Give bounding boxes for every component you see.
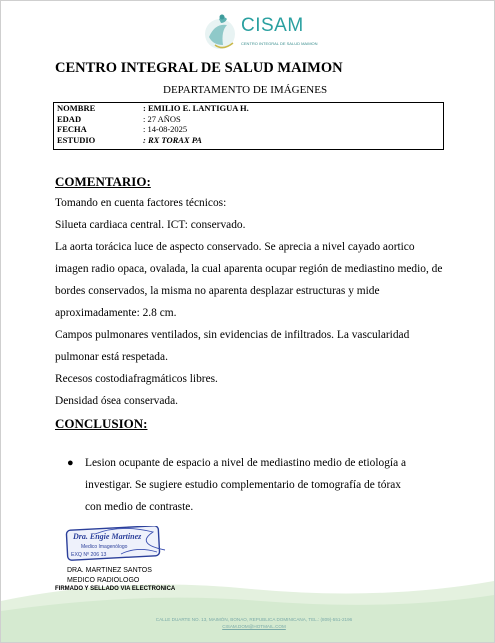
stamp-code: EXQ Nº 206 13 (71, 552, 107, 558)
cisam-logo (201, 11, 318, 53)
doctor-title: MEDICO RADIOLOGO (67, 576, 140, 584)
conclusion-item-text: Lesion ocupante de espacio a nivel de mediastino medio de etiología a investigar. Se sugiere estudio complementario de tomografía de tórax con medio de contraste. (85, 457, 407, 513)
footer-email[interactable]: CISAM.DOM@HOTMAIL.COM (222, 624, 286, 629)
bullet-icon: ● (67, 457, 74, 469)
patient-row-study (54, 135, 443, 146)
patient-value: : RX TORAX PA (143, 134, 202, 145)
comentario-heading: COMENTARIO: (55, 174, 151, 189)
patient-label: ESTUDIO (57, 134, 96, 145)
patient-label: FECHA (57, 124, 87, 134)
conclusion-list (67, 452, 412, 518)
patient-value: : EMILIO E. LANTIGUA H. (143, 103, 249, 113)
logo-name: CISAM (241, 15, 304, 36)
patient-row-age (54, 114, 443, 125)
signature-stamp (65, 526, 175, 568)
comentario-body (55, 192, 450, 412)
report-title: CENTRO INTEGRAL DE SALUD MAIMON (55, 60, 343, 76)
patient-label: NOMBRE (57, 103, 96, 113)
patient-row-date (54, 124, 443, 135)
patient-value: : 27 AÑOS (143, 113, 181, 124)
comentario-line: Recesos costodiafragmáticos libres. (55, 373, 218, 385)
patient-row-name (54, 103, 443, 114)
department-title: DEPARTAMENTO DE IMÁGENES (163, 84, 328, 96)
cisam-logo-icon (201, 11, 241, 53)
footer-address: CALLE DUARTE NO. 13, MAIMÓN, BONAO, REPUBLICA DOMINICANA, TEL.: (809)-551-2196 (155, 617, 353, 622)
patient-value: : 14-08-2025 (143, 124, 188, 134)
conclusion-heading: CONCLUSION: (55, 416, 148, 431)
comentario-line: Silueta cardiaca central. ICT: conservado. (55, 219, 246, 231)
patient-label: EDAD (57, 113, 82, 124)
comentario-line: Tomando en cuenta factores técnicos: (55, 197, 227, 209)
comentario-line: Campos pulmonares ventilados, sin evidencias de infiltrados. La vascularidad pulmonar está respetada. (55, 329, 410, 363)
list-item (67, 452, 412, 518)
footer (109, 616, 399, 630)
comentario-line: Densidad ósea conservada. (55, 395, 179, 407)
signed-note: FIRMADO Y SELLADO VIA ELECTRONICA (55, 586, 176, 592)
comentario-line: La aorta torácica luce de aspecto conservado. Se aprecia a nivel cayado aortico imagen radio opaca, ovalada, la cual aparenta ocupar región de mediastino medio, de bordes conservados, la misma no aparenta desplazar estructuras y mide aproximadamente: 2.8 cm. (55, 241, 443, 319)
stamp-role: Medico Imagenólogo (81, 544, 128, 550)
doctor-block (67, 566, 152, 585)
stamp-name: Dra. Engie Martinez (73, 532, 142, 541)
doctor-name: DRA. MARTINEZ SANTOS (67, 567, 152, 574)
patient-info-box (53, 102, 444, 150)
logo-subtext: CENTRO INTEGRAL DE SALUD MAIMON (241, 41, 318, 46)
